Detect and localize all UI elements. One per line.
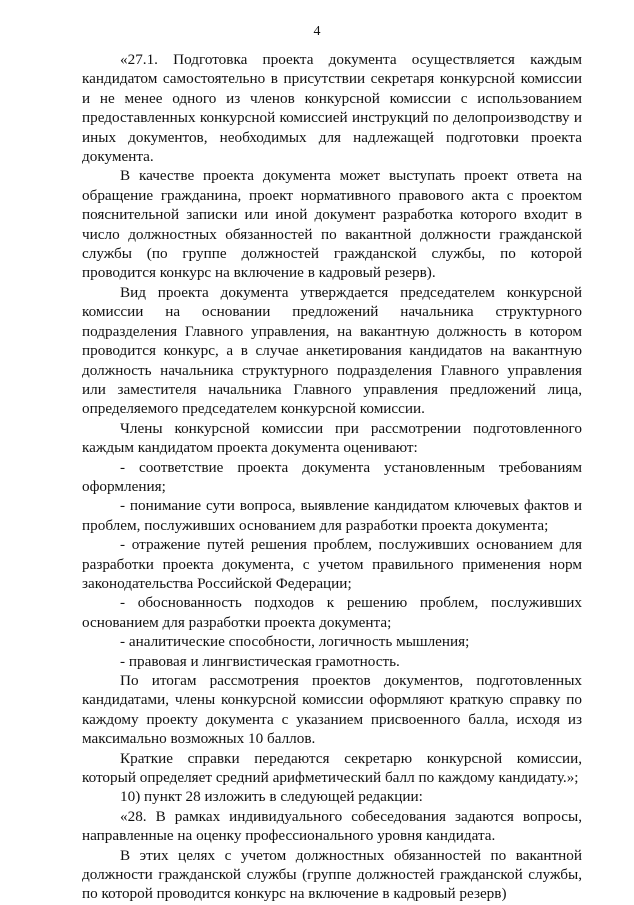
paragraph-summary-notes: По итогам рассмотрения проектов документов, подготовленных кандидатами, члены конкурсной комиссии оформляют краткую справку по каждому проекту документа с указанием присвоенного балла, исходя из максимально возможных 10 баллов. [82, 672, 582, 748]
criterion-justification: - обоснованность подходов к решению проблем, послуживших основанием для разработки проекта документа; [82, 594, 582, 631]
criterion-understanding: - понимание сути вопроса, выявление кандидатом ключевых фактов и проблем, послуживших основанием для разработки проекта документа; [82, 497, 582, 534]
criterion-literacy: - правовая и лингвистическая грамотность. [120, 652, 400, 670]
criterion-formatting: - соответствие проекта документа установленным требованиям оформления; [82, 458, 582, 495]
paragraph-27-1: «27.1. Подготовка проекта документа осуществляется каждым кандидатом самостоятельно в присутствии секретаря конкурсной комиссии и не менее одного из членов конкурсной комиссии с использованием предоставленных конкурсной комиссией инструкций по делопроизводству и иных документов, необходимых для надлежащей подготовки проекта документа. [82, 51, 582, 166]
paragraph-document-types: В качестве проекта документа может выступать проект ответа на обращение гражданина, проект нормативного правового акта с проектом пояснительной записки или иной документ разработка которого входит в число должностных обязанностей по вакантной должности гражданской службы (по группе должностей гражданской службы, по которой проводится конкурс на включение в кадровый резерв). [82, 167, 582, 282]
paragraph-item-10: 10) пункт 28 изложить в следующей редакции: [120, 788, 423, 806]
criterion-solutions: - отражение путей решения проблем, послуживших основанием для разработки проекта документа, с учетом правильного применения норм законодательства Российской Федерации; [82, 536, 582, 592]
paragraph-28-continued: В этих целях с учетом должностных обязанностей по вакантной должности гражданской службы (группе должностей гражданской службы, по которой проводится конкурс на включение в кадровый резерв) [82, 846, 582, 903]
paragraph-evaluation-intro: Члены конкурсной комиссии при рассмотрении подготовленного каждым кандидатом проекта документа оценивают: [82, 419, 582, 457]
paragraph-document-approval: Вид проекта документа утверждается председателем конкурсной комиссии на основании предложений начальника структурного подразделения Главного управления, на вакантную должность в котором проводится конкурс, а в случае анкетирования кандидатов на вакантную должность начальника структурного подразделения Главного управления или заместителя начальника Главного управления предложений лица, определяемого председателем конкурсной комиссии. [82, 283, 582, 418]
criterion-analytics: - аналитические способности, логичность мышления; [120, 633, 470, 651]
page-number: 4 [313, 24, 321, 39]
paragraph-notes-transfer: Краткие справки передаются секретарю конкурсной комиссии, который определяет средний арифметический балл по каждому кандидату.»; [82, 749, 582, 787]
document-body [82, 50, 582, 904]
paragraph-28: «28. В рамках индивидуального собеседования задаются вопросы, направленные на оценку профессионального уровня кандидата. [82, 807, 582, 845]
